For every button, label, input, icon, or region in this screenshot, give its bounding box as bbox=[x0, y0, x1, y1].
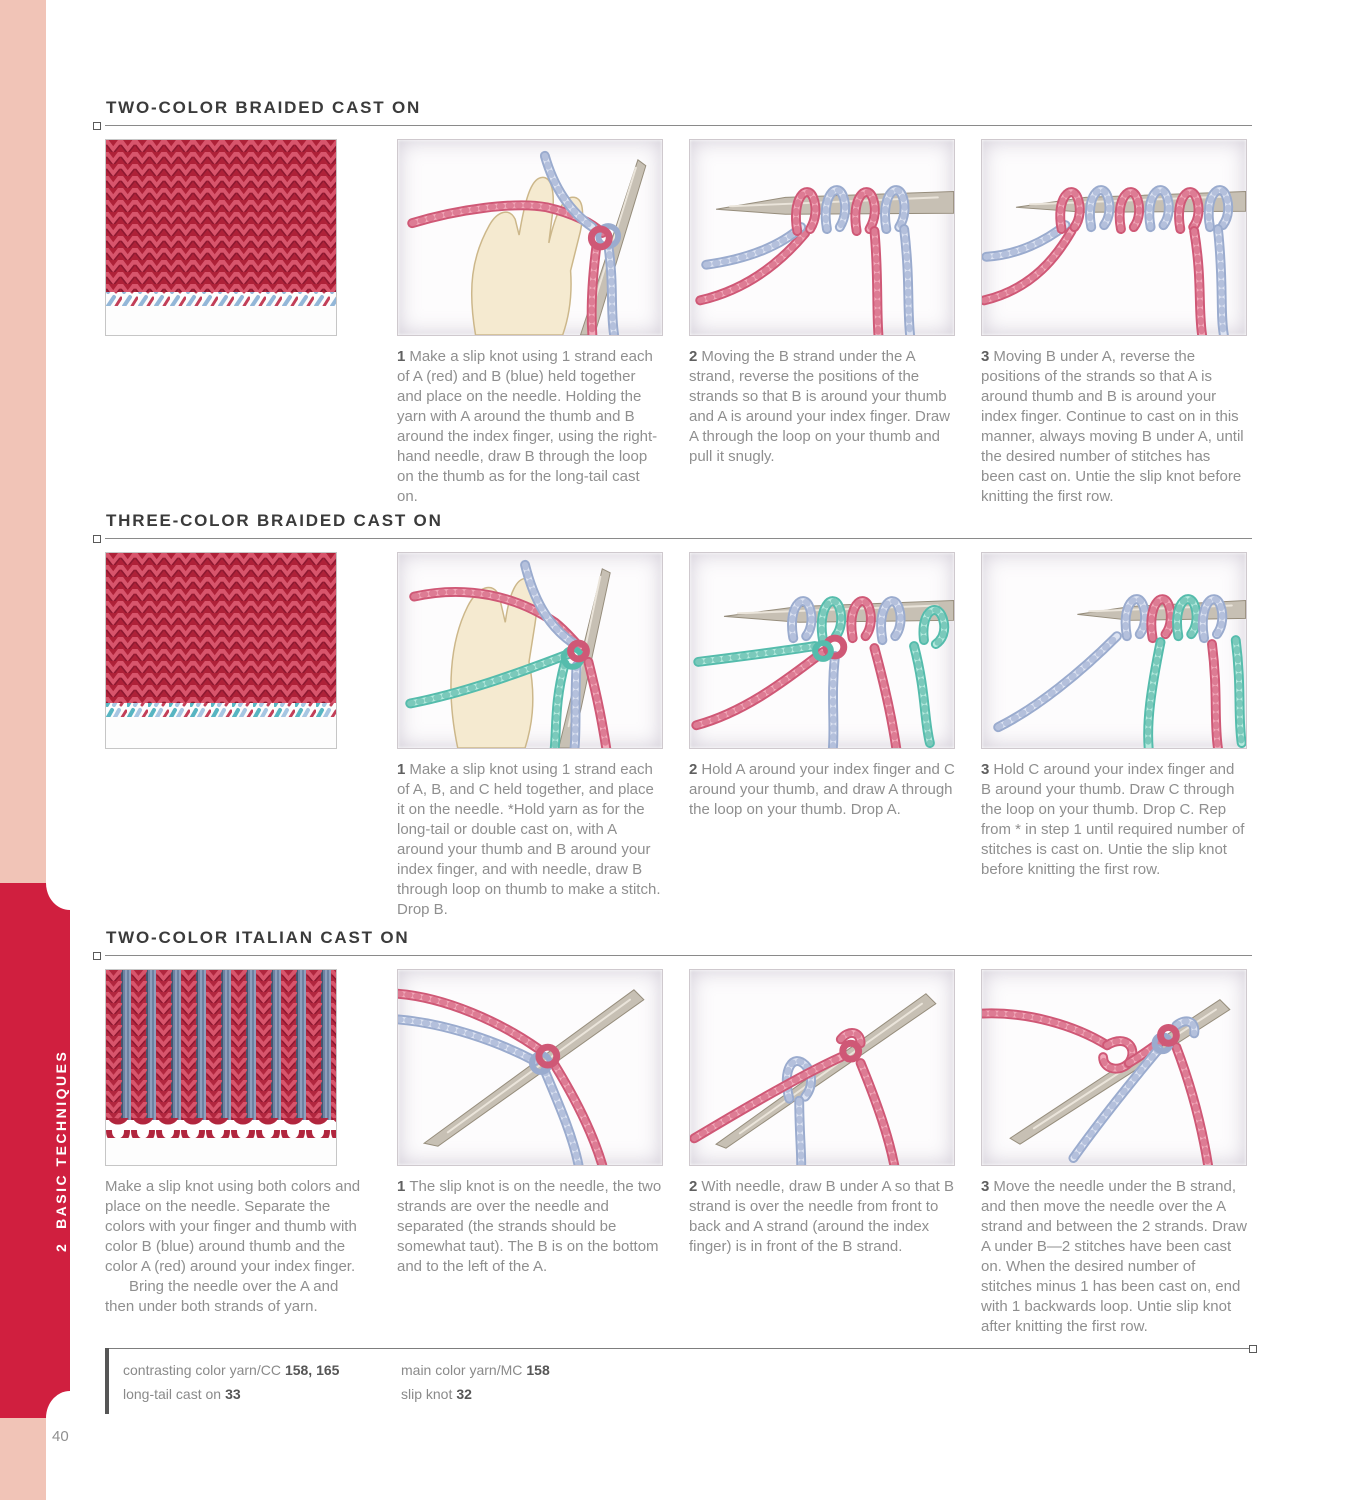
section-three-color-braided bbox=[105, 511, 1255, 920]
illustration-step2 bbox=[689, 552, 955, 749]
section-two-color-braided bbox=[105, 98, 1255, 507]
swatch-photo bbox=[105, 969, 337, 1166]
illustration-step3 bbox=[981, 969, 1247, 1166]
chapter-tab bbox=[0, 883, 70, 1418]
illustration-row bbox=[105, 552, 1255, 749]
step-caption: 1 Make a slip knot using 1 strand each of A, B, and C held together, and place it on the needle. *Hold yarn as for the long-tail or double cast on, with A around your thumb and B around your index finger, and with needle, draw B through loop on thumb to make a stitch. Drop B. bbox=[397, 761, 661, 918]
section-rule bbox=[105, 538, 1252, 539]
reference-item: slip knot 32 bbox=[401, 1386, 472, 1402]
illustration-row bbox=[105, 139, 1255, 336]
swatch-photo bbox=[105, 552, 337, 749]
step-caption: 2 Hold A around your index finger and C around your thumb, and draw A through the loop on your thumb. Drop A. bbox=[689, 761, 955, 818]
illustration-step3 bbox=[981, 139, 1247, 336]
cross-reference-footer bbox=[105, 1348, 1253, 1402]
section-title: THREE-COLOR BRAIDED CAST ON bbox=[106, 511, 443, 530]
reference-item: contrasting color yarn/CC 158, 165 bbox=[123, 1362, 340, 1378]
section-rule bbox=[105, 955, 1252, 956]
page-number: 40 bbox=[52, 1428, 69, 1445]
step-caption: 1 The slip knot is on the needle, the two strands are over the needle and separated (the strands should be somewhat taut). The B is on the bottom and to the left of the A. bbox=[397, 1178, 662, 1275]
section-rule bbox=[105, 125, 1252, 126]
intro-caption: Make a slip knot using both colors and place on the needle. Separate the colors with your finger and thumb with color B (blue) around thumb and the color A (red) around your index finger. Bring the needle over the A and then under both strands of yarn. bbox=[105, 1178, 361, 1315]
illustration-step1 bbox=[397, 139, 663, 336]
illustration-step2 bbox=[689, 969, 955, 1166]
swatch-photo bbox=[105, 139, 337, 336]
reference-item: main color yarn/MC 158 bbox=[401, 1362, 550, 1378]
illustration-step3 bbox=[981, 552, 1247, 749]
step-caption: 3 Move the needle under the B strand, and then move the needle over the A strand and between the 2 strands. Draw A under B—2 stitches have been cast on. When the desired number of stitches minus 1 has been cast on, end with 1 backwards loop. Untie slip knot after knitting the first row. bbox=[981, 1178, 1247, 1335]
reference-item: long-tail cast on 33 bbox=[123, 1386, 241, 1402]
section-two-color-italian bbox=[105, 928, 1255, 1337]
section-title: TWO-COLOR ITALIAN CAST ON bbox=[106, 928, 410, 947]
section-title: TWO-COLOR BRAIDED CAST ON bbox=[106, 98, 422, 117]
chapter-tab-label: 2 BASIC TECHNIQUES bbox=[53, 1049, 69, 1252]
footer-bar bbox=[105, 1348, 109, 1414]
caption-row bbox=[105, 347, 1255, 507]
step-caption: 3 Moving B under A, reverse the positions of the strands so that A is around thumb and B is around your index finger. Continue to cast on in this manner, always moving B under A, until the desired number of stitches has been cast on. Untie the slip knot before knitting the first row. bbox=[981, 348, 1244, 505]
illustration-step1 bbox=[397, 552, 663, 749]
illustration-step2 bbox=[689, 139, 955, 336]
step-caption: 2 With needle, draw B under A so that B strand is over the needle from front to back and A strand (around the index finger) is in front of the B strand. bbox=[689, 1178, 954, 1255]
illustration-row bbox=[105, 969, 1255, 1166]
step-caption: 2 Moving the B strand under the A strand, reverse the positions of the strands so that B is around your thumb and A is around your index finger. Draw A through the loop on your thumb and pull it snugly. bbox=[689, 348, 950, 465]
illustration-step1 bbox=[397, 969, 663, 1166]
step-caption: 1 Make a slip knot using 1 strand each of A (red) and B (blue) held together and place on the needle. Holding the yarn with A around the thumb and B around the index finger, using the right-hand needle, draw B through the loop on the thumb as for the long-tail cast on. bbox=[397, 348, 658, 505]
caption-row bbox=[105, 1177, 1255, 1337]
caption-row bbox=[105, 760, 1255, 920]
footer-rule bbox=[105, 1348, 1253, 1349]
step-caption: 3 Hold C around your index finger and B around your thumb. Draw C through the loop on your thumb. Drop C. Rep from * in step 1 until required number of stitches is cast on. Untie the slip knot before knitting the first row. bbox=[981, 761, 1245, 878]
